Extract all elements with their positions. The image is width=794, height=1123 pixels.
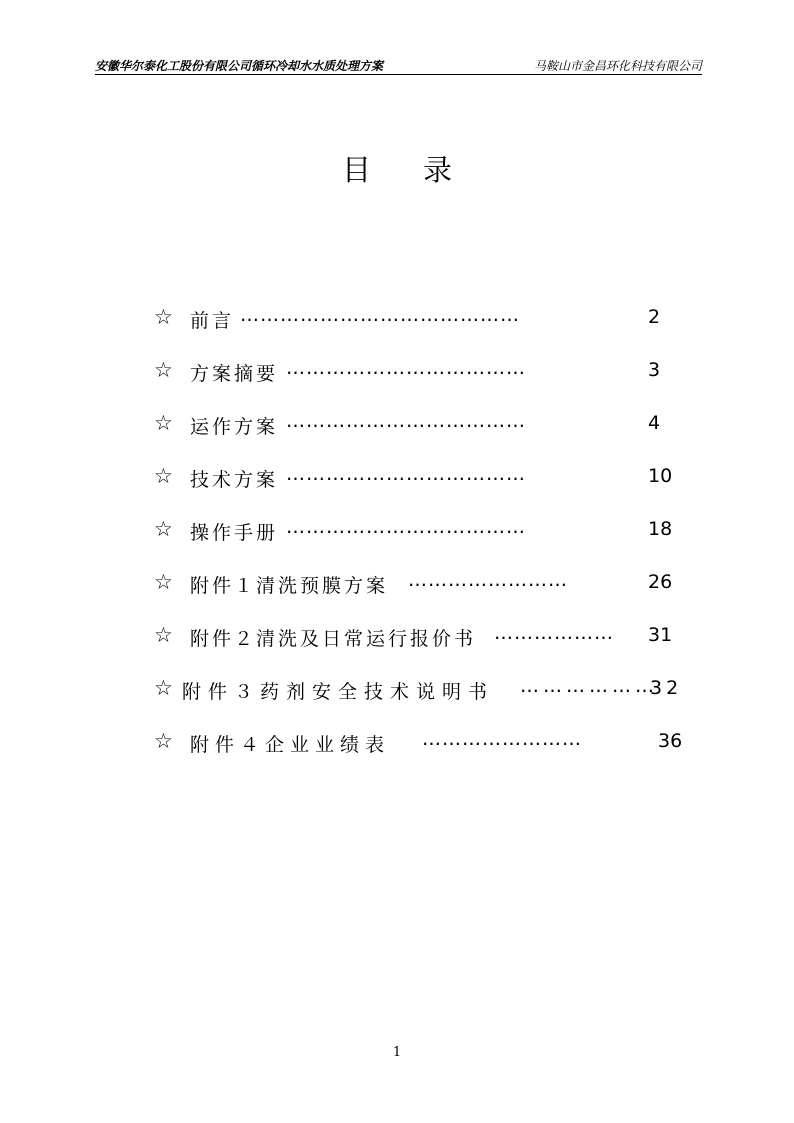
star-outline-icon: ☆ [154,464,173,488]
star-outline-icon: ☆ [154,623,173,647]
toc-page-number: 31 [648,624,673,646]
table-of-contents [154,300,684,777]
toc-item-manual[interactable] [154,512,684,565]
toc-item-label: 附件２清洗及日常运行报价书 [190,628,477,650]
page-number: 1 [392,1045,402,1060]
toc-item-appendix-2[interactable] [154,618,684,671]
star-outline-icon: ☆ [154,517,173,541]
toc-leader-dots: ……………………………… [286,516,526,538]
toc-item-label: 附件３药剂安全技术说明书 [182,681,495,703]
toc-page-number: 18 [648,518,673,540]
toc-leader-dots: …………………… [408,569,568,591]
toc-item-label: 前言 [190,310,235,332]
toc-item-label: 运作方案 [190,416,279,438]
toc-page-number: 3 [648,359,661,381]
header-company-name: 马鞍山市金昌环化科技有限公司 [533,59,702,73]
toc-page-number: 36 [658,730,683,752]
toc-page-number: 10 [648,465,673,487]
toc-item-operation-plan[interactable] [154,406,684,459]
page-header [95,54,702,75]
toc-leader-dots: …………………… [422,728,582,750]
toc-leader-dots: ……………………………… [286,357,526,379]
page-title: 目录 [341,153,504,187]
toc-leader-dots: ……………… [520,675,658,697]
star-outline-icon: ☆ [154,411,173,435]
toc-item-label: 操作手册 [190,522,279,544]
toc-item-appendix-1[interactable] [154,565,684,618]
toc-leader-dots: ……………………………… [286,463,526,485]
toc-item-appendix-4[interactable] [154,724,684,777]
toc-item-summary[interactable] [154,353,684,406]
toc-item-label: 方案摘要 [190,363,279,385]
star-outline-icon: ☆ [154,358,173,382]
toc-item-label: 附件１清洗预膜方案 [190,575,389,597]
toc-leader-dots: ……………… [494,622,614,644]
toc-item-technical-plan[interactable] [154,459,684,512]
toc-item-label: 技术方案 [190,469,279,491]
star-outline-icon: ☆ [154,570,173,594]
toc-page-number: 26 [648,571,673,593]
toc-item-label: 附件４企业业绩表 [190,734,391,756]
toc-page-number: 32 [650,677,683,699]
star-outline-icon: ☆ [154,676,173,700]
star-outline-icon: ☆ [154,729,173,753]
toc-leader-dots: ……………………………… [286,410,526,432]
header-document-title: 安徽华尔泰化工股份有限公司循环冷却水水质处理方案 [95,59,384,73]
star-outline-icon: ☆ [154,305,173,329]
toc-page-number: 4 [648,412,661,434]
toc-leader-dots: …………………………………… [240,304,520,326]
toc-page-number: 2 [648,306,661,328]
toc-item-appendix-3[interactable] [154,671,684,724]
toc-item-preface[interactable] [154,300,684,353]
